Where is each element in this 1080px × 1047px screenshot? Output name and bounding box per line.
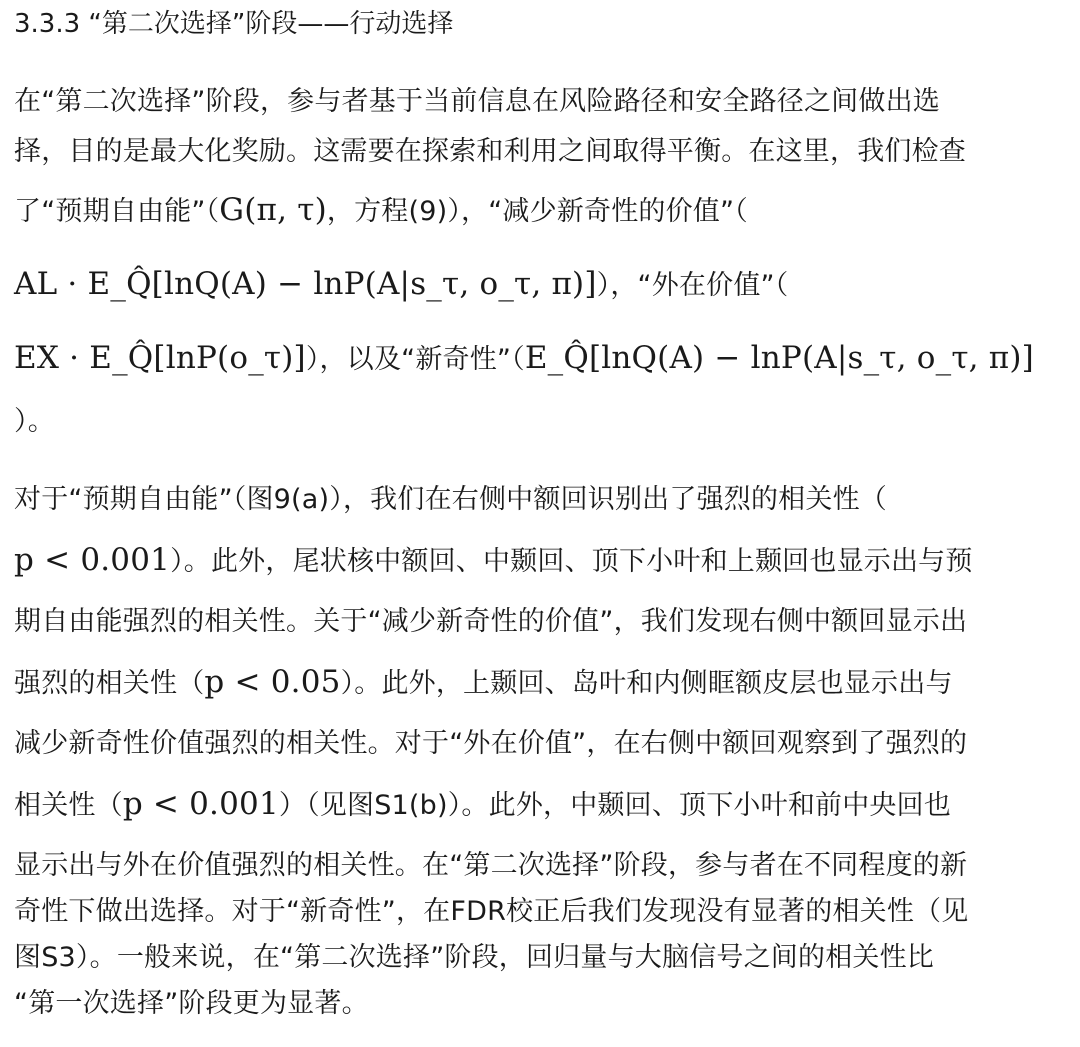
p1-line2: 择，目的是最大化奖励。这需要在探索和利用之间取得平衡。在这里，我们检查 (14, 136, 966, 167)
p2-line5: 减少新奇性价值强烈的相关性。对于“外在价值”，在右侧中额回观察到了强烈的 (14, 728, 968, 759)
p-value-math: p < 0.001 (122, 786, 279, 822)
p2-line4-prefix: 强烈的相关性（ (14, 668, 205, 699)
p2-line6 (14, 784, 951, 826)
extrinsic-value-formula: EX · E_Q̂[lnP(o_τ)] (14, 340, 306, 376)
p2-line6-suffix: ）（见图S1(b)）。此外，中颞回、顶下小叶和前中央回也 (278, 790, 952, 821)
p2-line10: “第一次选择”阶段更为显著。 (14, 988, 369, 1019)
p-value-math: p < 0.001 (14, 542, 171, 578)
p2-line7: 显示出与外在价值强烈的相关性。在“第二次选择”阶段，参与者在不同程度的新 (14, 850, 968, 881)
p1-line1: 在“第二次选择”阶段，参与者基于当前信息在风险路径和安全路径之间做出选 (14, 86, 940, 117)
p2-line4-suffix: ）。此外，上颞回、岛叶和内侧眶额皮层也显示出与 (340, 668, 953, 699)
p2-line4 (14, 662, 953, 704)
p1-line3-prefix: 了“预期自由能”（ (14, 196, 220, 227)
p1-line6: ）。 (14, 406, 55, 437)
p2-line2 (14, 540, 973, 582)
p1-line5-mid: ），以及“新奇性”（ (305, 344, 525, 375)
p1-line4 (14, 264, 788, 306)
novelty-reduction-formula: AL · E_Q̂[lnQ(A) − lnP(A|s_τ, o_τ, π)] (14, 266, 597, 302)
p-value-math: p < 0.05 (204, 664, 341, 700)
p2-line2-suffix: ）。此外，尾状核中额回、中颞回、顶下小叶和上颞回也显示出与预 (170, 546, 973, 577)
p1-line3-suffix: ，方程(9)），“减少新奇性的价值”（ (326, 196, 748, 227)
p2-line9: 图S3）。一般来说，在“第二次选择”阶段，回归量与大脑信号之间的相关性比 (14, 942, 934, 973)
p1-line5 (14, 338, 1034, 380)
section-heading: 3.3.3 “第二次选择”阶段——行动选择 (14, 9, 454, 39)
p1-line3 (14, 190, 748, 232)
p2-line3: 期自由能强烈的相关性。关于“减少新奇性的价值”，我们发现右侧中额回显示出 (14, 606, 968, 637)
p2-line6-prefix: 相关性（ (14, 790, 123, 821)
p2-line8: 奇性下做出选择。对于“新奇性”，在FDR校正后我们发现没有显著的相关性（见 (14, 896, 969, 927)
p2-line1: 对于“预期自由能”（图9(a)），我们在右侧中额回识别出了强烈的相关性（ (14, 484, 887, 515)
novelty-formula: E_Q̂[lnQ(A) − lnP(A|s_τ, o_τ, π)] (524, 340, 1034, 376)
p1-line4-suffix: ），“外在价值”（ (596, 270, 789, 301)
expected-free-energy-formula: G(π, τ) (219, 192, 327, 228)
